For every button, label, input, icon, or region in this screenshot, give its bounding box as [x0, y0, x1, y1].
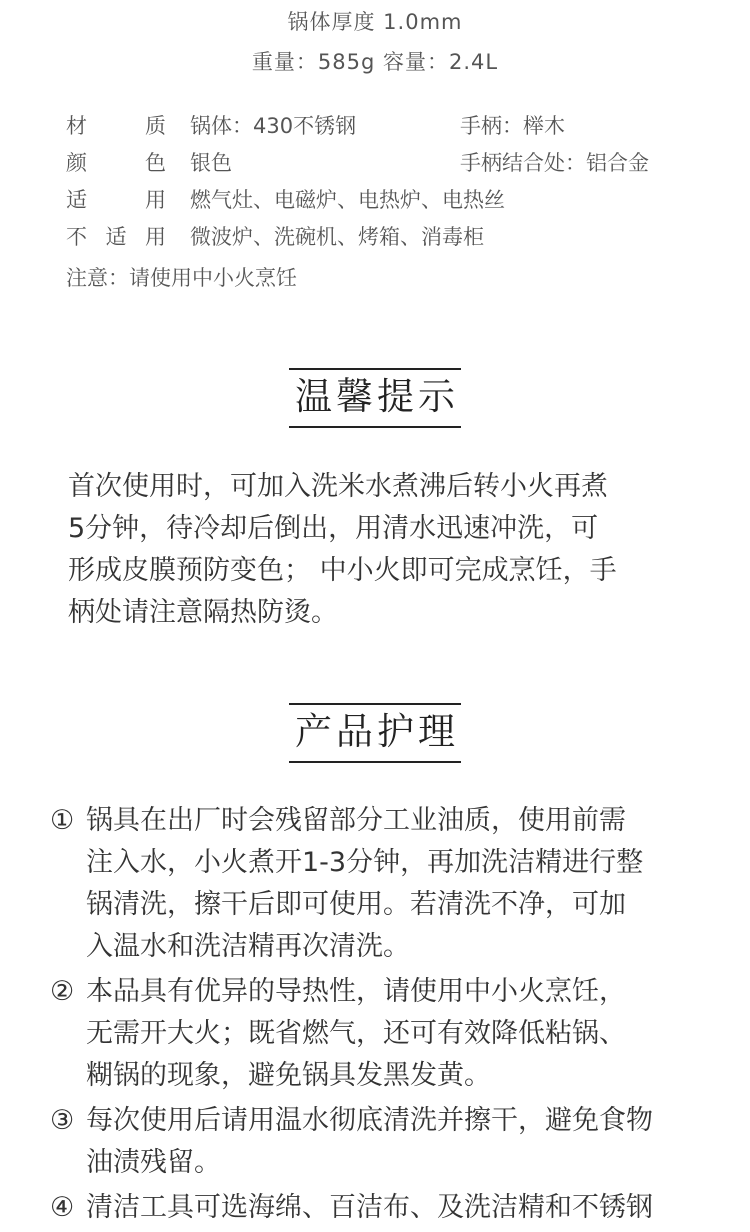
- spec-table: [66, 108, 706, 256]
- spec-thickness: 锅体厚度 1.0mm: [287, 10, 463, 34]
- spec-note: 注意：请使用中小火烹饪: [66, 266, 297, 290]
- tips-line: 5分钟，待冷却后倒出，用清水迅速冲洗，可: [68, 513, 599, 544]
- spec-row-unsuitable: [66, 219, 706, 256]
- spec-weight-capacity: 重量：585g 容量：2.4L: [251, 50, 499, 74]
- spec-row-suitable: [66, 182, 706, 219]
- tips-title-text: 温馨提示: [289, 368, 461, 428]
- spec-label: 颜 色: [66, 151, 166, 175]
- tips-title: [0, 368, 750, 428]
- spec-row-material: [66, 108, 706, 145]
- spec-value: 银色: [190, 151, 232, 175]
- care-item: [50, 971, 710, 1097]
- spec-extra: 手柄结合处：铝合金: [460, 151, 649, 175]
- tips-line: 首次使用时，可加入洗米水煮沸后转小火再煮: [68, 471, 608, 502]
- care-line: 锅具在出厂时会残留部分工业油质，使用前需: [86, 805, 626, 836]
- care-line: 入温水和洗洁精再次清洗。: [86, 931, 410, 962]
- spec-label: 不 适 用: [66, 225, 166, 249]
- care-line: 注入水，小火煮开1-3分钟，再加洗洁精进行整: [86, 847, 644, 878]
- tips-body: [68, 466, 688, 634]
- care-item-number: ④: [50, 1192, 75, 1223]
- spec-label: 材 质: [66, 114, 166, 138]
- care-item-number: ③: [50, 1105, 75, 1136]
- spec-row-color: [66, 145, 706, 182]
- care-item-number: ②: [50, 976, 75, 1007]
- care-list: [50, 800, 710, 1232]
- care-item: [50, 1100, 710, 1184]
- care-line: 锅清洗，擦干后即可使用。若清洗不净，可加: [86, 889, 626, 920]
- care-line: 每次使用后请用温水彻底清洗并擦干，避免食物: [86, 1105, 653, 1136]
- spec-label: 适 用: [66, 188, 166, 212]
- care-title: [0, 703, 750, 763]
- care-title-text: 产品护理: [289, 703, 461, 763]
- spec-value: 燃气灶、电磁炉、电热炉、电热丝: [190, 188, 505, 212]
- care-line: 油渍残留。: [86, 1147, 221, 1178]
- care-line: 无需开大火；既省燃气，还可有效降低粘锅、: [86, 1018, 626, 1049]
- care-item: [50, 800, 710, 968]
- care-line: 本品具有优异的导热性，请使用中小火烹饪，: [86, 976, 626, 1007]
- spec-value: 锅体：430不锈钢: [190, 114, 357, 138]
- spec-extra: 手柄：榉木: [460, 114, 565, 138]
- tips-line: 形成皮膜预防变色； 中小火即可完成烹饪，手: [68, 555, 617, 586]
- care-item-number: ①: [50, 805, 75, 836]
- care-line: 清洁工具可选海绵、百洁布、及洗洁精和不锈钢: [86, 1192, 653, 1223]
- care-item: [50, 1187, 710, 1229]
- tips-line: 柄处请注意隔热防烫。: [68, 597, 338, 628]
- care-line: 糊锅的现象，避免锅具发黑发黄。: [86, 1060, 491, 1091]
- spec-value: 微波炉、洗碗机、烤箱、消毒柜: [190, 225, 484, 249]
